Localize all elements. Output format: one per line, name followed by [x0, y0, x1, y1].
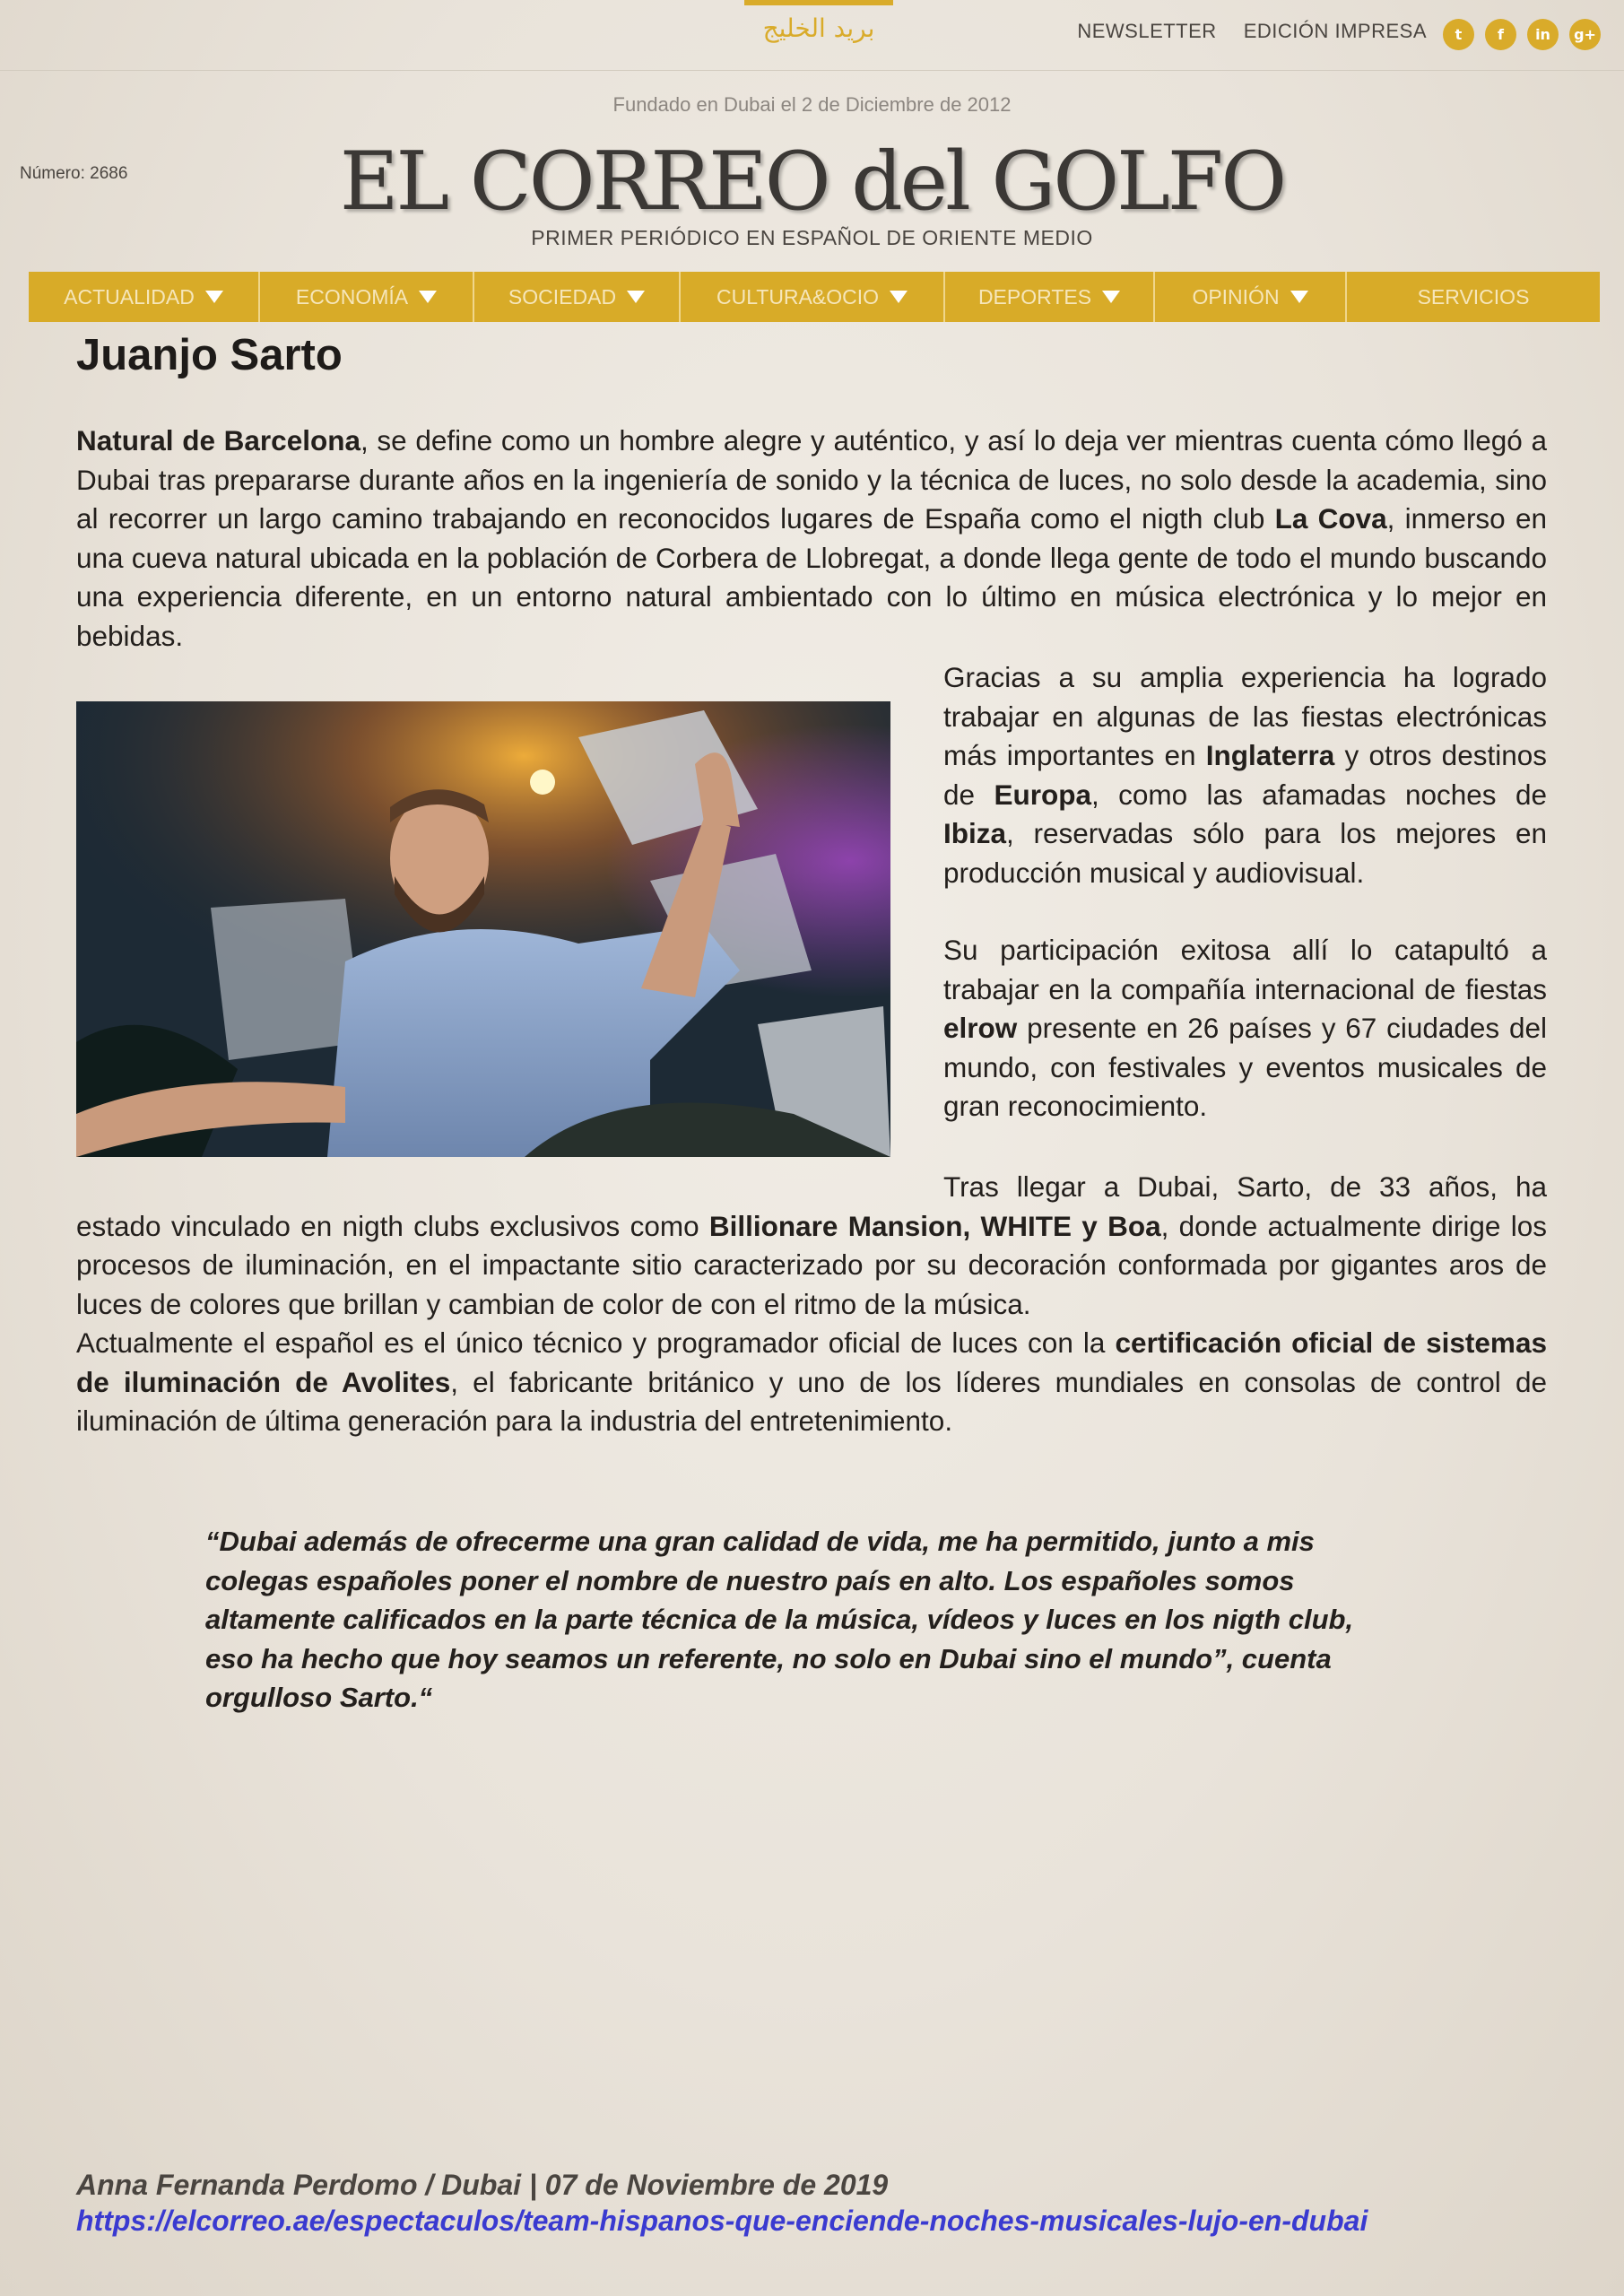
googleplus-icon[interactable]: g+: [1569, 19, 1601, 50]
source-link[interactable]: https://elcorreo.ae/espectaculos/team-hispanos-que-enciende-noches-musicales-lujo-en-dubai: [76, 2205, 1368, 2237]
paragraph-experience: [943, 658, 1547, 892]
byline: Anna Fernanda Perdomo / Dubai | 07 de Noviembre de 2019: [76, 2169, 889, 2201]
tagline: PRIMER PERIÓDICO EN ESPAÑOL DE ORIENTE MEDIO: [531, 226, 1093, 249]
nav-item-servicios[interactable]: [1347, 272, 1600, 322]
paragraph-text: y otros destinos de: [943, 739, 1548, 811]
paragraph-text: Actualmente el español es el único técnico y programador oficial de luces con la: [76, 1326, 1116, 1359]
nav-item-label: OPINIÓN: [1192, 284, 1280, 309]
top-links: [1077, 20, 1427, 43]
paragraph-text: , como las afamadas noches de: [1090, 778, 1547, 811]
nav-item-label: DEPORTES: [977, 284, 1092, 309]
paragraph-text: , inmerso en una cueva natural ubicada en la población de Corbera de Llobregat, a donde llega gente de todo el mundo buscando una experiencia diferente, en un entorno natural ambientado con lo último en música electrónica y lo mejor en bebidas.: [76, 502, 1547, 652]
caret-down-icon: [627, 291, 645, 303]
twitter-icon[interactable]: t: [1443, 19, 1474, 50]
masthead-logo[interactable]: EL CORREO del GOLFO: [339, 135, 1285, 229]
nav-item-label: ECONOMÍA: [295, 284, 409, 309]
print-edition-link[interactable]: EDICIÓN IMPRESA: [1243, 20, 1427, 42]
main-nav: [29, 272, 1600, 322]
nav-item-label: CULTURA&OCIO: [716, 284, 880, 309]
nav-item-cultura-ocio[interactable]: [681, 272, 945, 322]
top-bar: [0, 0, 1624, 71]
paragraph-avolites: [76, 1324, 1547, 1441]
paragraph-text: Su participación exitosa allí lo catapultó a trabajar en la compañía internacional de fiestas: [943, 934, 1547, 1005]
photo-juanjo-sarto: [76, 701, 890, 1157]
newsletter-link[interactable]: NEWSLETTER: [1077, 20, 1217, 42]
caret-down-icon: [890, 291, 908, 303]
paragraph-text: , donde actualmente dirige los procesos de iluminación, en el impactante sitio caracterizado por su decoración conformada por gigantes aros de luces de colores que brillan y cambian de color de con el ritmo de la música.: [76, 1209, 1547, 1320]
bold-text: elrow: [943, 1012, 1018, 1044]
paragraph-elrow: [943, 931, 1547, 1126]
paragraph-text: presente en 26 países y 67 ciudades del mundo, con festivales y eventos musicales de gran reconocimiento.: [943, 1012, 1547, 1122]
caret-down-icon: [205, 291, 223, 303]
nav-item-actualidad[interactable]: [29, 272, 260, 322]
arabic-edition-label: بريد الخليج: [762, 13, 875, 43]
nav-item-sociedad[interactable]: [474, 272, 681, 322]
social-links: [1443, 19, 1601, 50]
bold-text: certificación oficial de sistemas de iluminación de Avolites: [76, 1326, 1547, 1398]
nav-item-deportes[interactable]: [945, 272, 1155, 322]
paragraph-dubai-clubs: [76, 1168, 1547, 1324]
nav-item-opinion[interactable]: [1155, 272, 1347, 322]
pull-quote: “Dubai además de ofrecerme una gran calidad de vida, me ha permitido, junto a mis colegas españoles poner el nombre de nuestro país en alto. Los españoles somos altamente calificados en la parte técnica de la música, vídeos y luces en los nigth club, eso ha hecho que hoy seamos un referente, no solo en Dubai sino el mundo”, cuenta orgulloso Sarto.“: [205, 1526, 1354, 1713]
paragraph-text: , se define como un hombre alegre y auténtico, y así lo deja ver mientras cuenta cómo llegó a Dubai tras prepararse durante años en la ingeniería de sonido y la técnica de luces, no solo desde la academia, sino al recorrer un largo camino trabajando en reconocidos lugares de España como el nigth club: [76, 424, 1547, 535]
nav-item-economia[interactable]: [260, 272, 474, 322]
caret-down-icon: [419, 291, 437, 303]
paragraph-text: , reservadas sólo para los mejores en producción musical y audiovisual.: [943, 817, 1547, 889]
bold-text: Ibiza: [943, 817, 1007, 849]
bold-text: La Cova: [1274, 502, 1387, 535]
bold-text: Europa: [994, 778, 1091, 811]
article-title: Juanjo Sarto: [76, 331, 343, 379]
paragraph-text: , el fabricante británico y uno de los líderes mundiales en consolas de control de iluminación de última generación para la industria del entretenimiento.: [76, 1365, 1547, 1437]
paragraph-text: Tras llegar a Dubai, Sarto, de 33 años, ha estado vinculado en nigth clubs exclusivos como: [76, 1170, 1547, 1242]
caret-down-icon: [1102, 291, 1120, 303]
nav-item-label: SOCIEDAD: [508, 284, 617, 309]
bold-text: Natural de Barcelona: [76, 424, 360, 457]
facebook-icon[interactable]: f: [1485, 19, 1516, 50]
arabic-edition-tab[interactable]: [744, 0, 893, 52]
bold-text: Billionare Mansion, WHITE y Boa: [708, 1209, 1161, 1242]
linkedin-icon[interactable]: in: [1527, 19, 1559, 50]
paragraph-intro: [76, 422, 1547, 656]
issue-number: Número: 2686: [20, 164, 128, 183]
paragraph-text: Gracias a su amplia experiencia ha logrado trabajar en algunas de las fiestas electrónicas más importantes en: [943, 661, 1547, 771]
nav-item-label: SERVICIOS: [1417, 284, 1530, 309]
bold-text: Inglaterra: [1205, 739, 1335, 771]
caret-down-icon: [1290, 291, 1308, 303]
nav-item-label: ACTUALIDAD: [64, 284, 195, 309]
founded-line: Fundado en Dubai el 2 de Diciembre de 2012: [612, 93, 1012, 116]
article-photo: [76, 701, 890, 1157]
